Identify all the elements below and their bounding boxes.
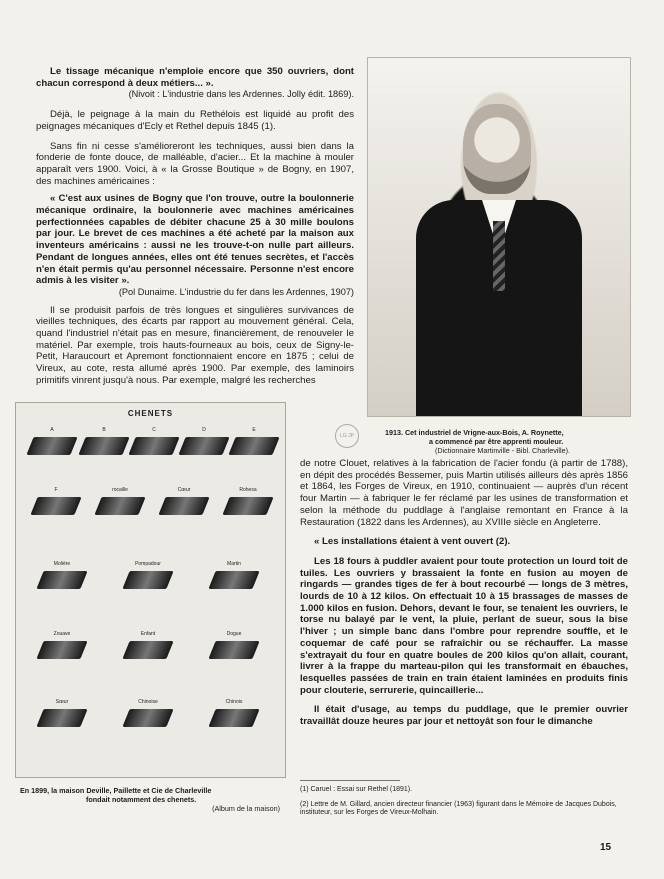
catalog-item-dogue: Dogue xyxy=(206,631,262,675)
catalog-item-soeur: Sœur xyxy=(34,699,90,743)
catalog-caption xyxy=(20,786,280,814)
catalog-caption-line-3: (Album de la maison) xyxy=(212,804,280,814)
page-number: 15 xyxy=(600,842,612,853)
footnote-1: (1) Caruel : Essai sur Rethel (1891). xyxy=(300,786,413,793)
catalog-item-moliere: Molière xyxy=(34,561,90,605)
right-paragraph-4: Il était d'usage, au temps du puddlage, que le premier ouvrier travaillât douze heures par jour et nettoyât son four le dimanche xyxy=(300,704,628,728)
portrait-tie xyxy=(493,221,505,291)
catalog-item-b: B xyxy=(76,427,132,471)
footnote-rule xyxy=(300,780,400,781)
catalog-item-c: C xyxy=(126,427,182,471)
left-paragraph-3: Sans fin ni cesse s'amélioreront les techniques, aussi bien dans la fonderie de fonte douce, de malléable, d'acier... Et la machine à mouler apparaît vers 1900. Voici, à « la Grosse Boutique » de Bogny, en 1907, des machines américaines : xyxy=(36,140,354,187)
catalog-item-a: A xyxy=(24,427,80,471)
right-paragraph-3: Les 18 fours à puddler avaient pour toute protection un lourd toit de tuiles. Les ouvriers y brassaient la fonte en fusion au moyen de ringards — grandes tiges de fer à bout recourbé — longs de 3 mètres, lourds de 10 à 12 kilos. On effectuait 10 à 15 brassages de masses de 1.000 kilos en fusion. Dehors, devant le four, se tenaient les ouvriers, le torse nu balayé par le vent, la pluie, perlant de sueur, sous la bise l'hiver ; un simple banc dans l'ombre pour reprendre souffle, et le coquemar de café pour se rafraîchir ou se réchauffer. La masse s'extrayait du four en quatre boules de 200 kilos qu'on allait, courant, livrer à la frappe du marteau-pilon qui les transformait en ébauches, lesquelles passées de train en train étaient laminées en produits finis pour clouterie, serrurerie, quincaillerie... xyxy=(300,555,628,696)
catalog-caption-line-2: fondait notamment des chenets. xyxy=(86,795,197,805)
portrait-photo xyxy=(367,57,631,417)
left-paragraph-1: Le tissage mécanique n'emploie encore que 350 ouvriers, dont chacun correspond à deux métiers... ». xyxy=(36,66,354,89)
catalog-item-zouave: Zouave xyxy=(34,631,90,675)
catalog-item-chinoise: Chinoise xyxy=(120,699,176,743)
photo-caption xyxy=(385,428,635,456)
right-column xyxy=(300,458,628,728)
left-paragraph-5: Il se produisit parfois de très longues et singulières survivances de vieilles techniques, des écarts par rapport au mouvement général. Cela, quand l'industriel n'était pas en mesure, financièrement, de renouveler le matériel. Par exemple, trois hauts-fourneaux au bois, ceux de Signy-le-Petit, Haraucourt et Apremont fonctionnaient encore en 1875 ; celui de Vireux, au cote, resta allumé après 1900. Par exemple, des laminoirs primitifs vinrent jusqu'à nous. Par exemple, malgré les recherches xyxy=(36,304,354,386)
catalog-item-f: F xyxy=(28,487,84,531)
catalog-item-e: E xyxy=(226,427,282,471)
catalog-item-rohesa: Rohesa xyxy=(220,487,276,531)
portrait-head xyxy=(463,104,531,194)
catalog-item-d: D xyxy=(176,427,232,471)
left-source-1: (Nivoit : L'industrie dans les Ardennes. Jolly édit. 1869). xyxy=(128,89,354,100)
right-paragraph-2: « Les installations étaient à vent ouvert (2). xyxy=(314,536,511,548)
chenets-catalog-image xyxy=(15,402,286,778)
footnote-2: (2) Lettre de M. Gillard, ancien directeur financier (1963) figurant dans le Mémoire de Jacques Dubois, instituteur, sur les Forges de Vireux-Molhain. xyxy=(300,800,617,816)
photo-caption-line-2: a commencé par être apprenti mouleur. xyxy=(429,437,564,447)
left-column xyxy=(36,66,354,387)
catalog-title: CHENETS xyxy=(127,409,174,418)
right-paragraph-1: de notre Clouet, relatives à la fabrication de l'acier fondu (à partir de 1788), en dépit des procédés Bessemer, puis Martin utilisés ailleurs dès après 1856 et 1864, les Forges de Vireux, en 1910, continuaient — auprès d'un récent four Martin — à fabriquer le fer réclamé par les usines de transformation et selon la méthode du puddlage à l'anglaise remontant en France à la Restauration (1822 dans les Ardennes), au XVIIIe siècle en Angleterre. xyxy=(300,458,628,528)
footnotes xyxy=(300,786,628,818)
left-source-2: (Pol Dunaime. L'industrie du fer dans les Ardennes, 1907) xyxy=(118,286,354,297)
left-quote-paragraph: « C'est aux usines de Bogny que l'on trouve, outre la boulonnerie mécanique ordinaire, la boulonnerie avec machines américaines perfectionnées capables de débiter chacune 25 à 30 mille boulons par jour. Le brevet de ces machines a été acheté par la maison aux inventeurs américains : aussi ne les trouve-t-on nulle part ailleurs. Pendant de longues années, elles ont été tenues secrètes, et l'accès n'en était permis qu'au personnel nécessaire. Personne n'est encore admis à les visiter ». xyxy=(36,193,354,287)
catalog-item-martin: Martin xyxy=(206,561,262,605)
watermark-stamp: LG JP xyxy=(335,424,359,448)
photo-caption-line-1: 1913. Cet industriel de Vrigne-aux-Bois, A. Roynette, xyxy=(385,428,564,437)
catalog-item-chinois: Chinois xyxy=(206,699,262,743)
left-paragraph-2: Déjà, le peignage à la main du Rethélois est liquidé au profit des peignages mécaniques d'Ecly et Rethel depuis 1845 (1). xyxy=(36,109,354,132)
photo-caption-line-3: (Dictionnaire Martinville - Bibl. Charleville). xyxy=(435,446,571,456)
catalog-item-coeur: Cœur xyxy=(156,487,212,531)
catalog-item-rocaille: rocaille xyxy=(92,487,148,531)
catalog-item-pompadour: Pompadour xyxy=(120,561,176,605)
catalog-caption-line-1: En 1899, la maison Deville, Paillette et Cie de Charleville xyxy=(20,786,212,795)
catalog-item-enfant: Enfant xyxy=(120,631,176,675)
